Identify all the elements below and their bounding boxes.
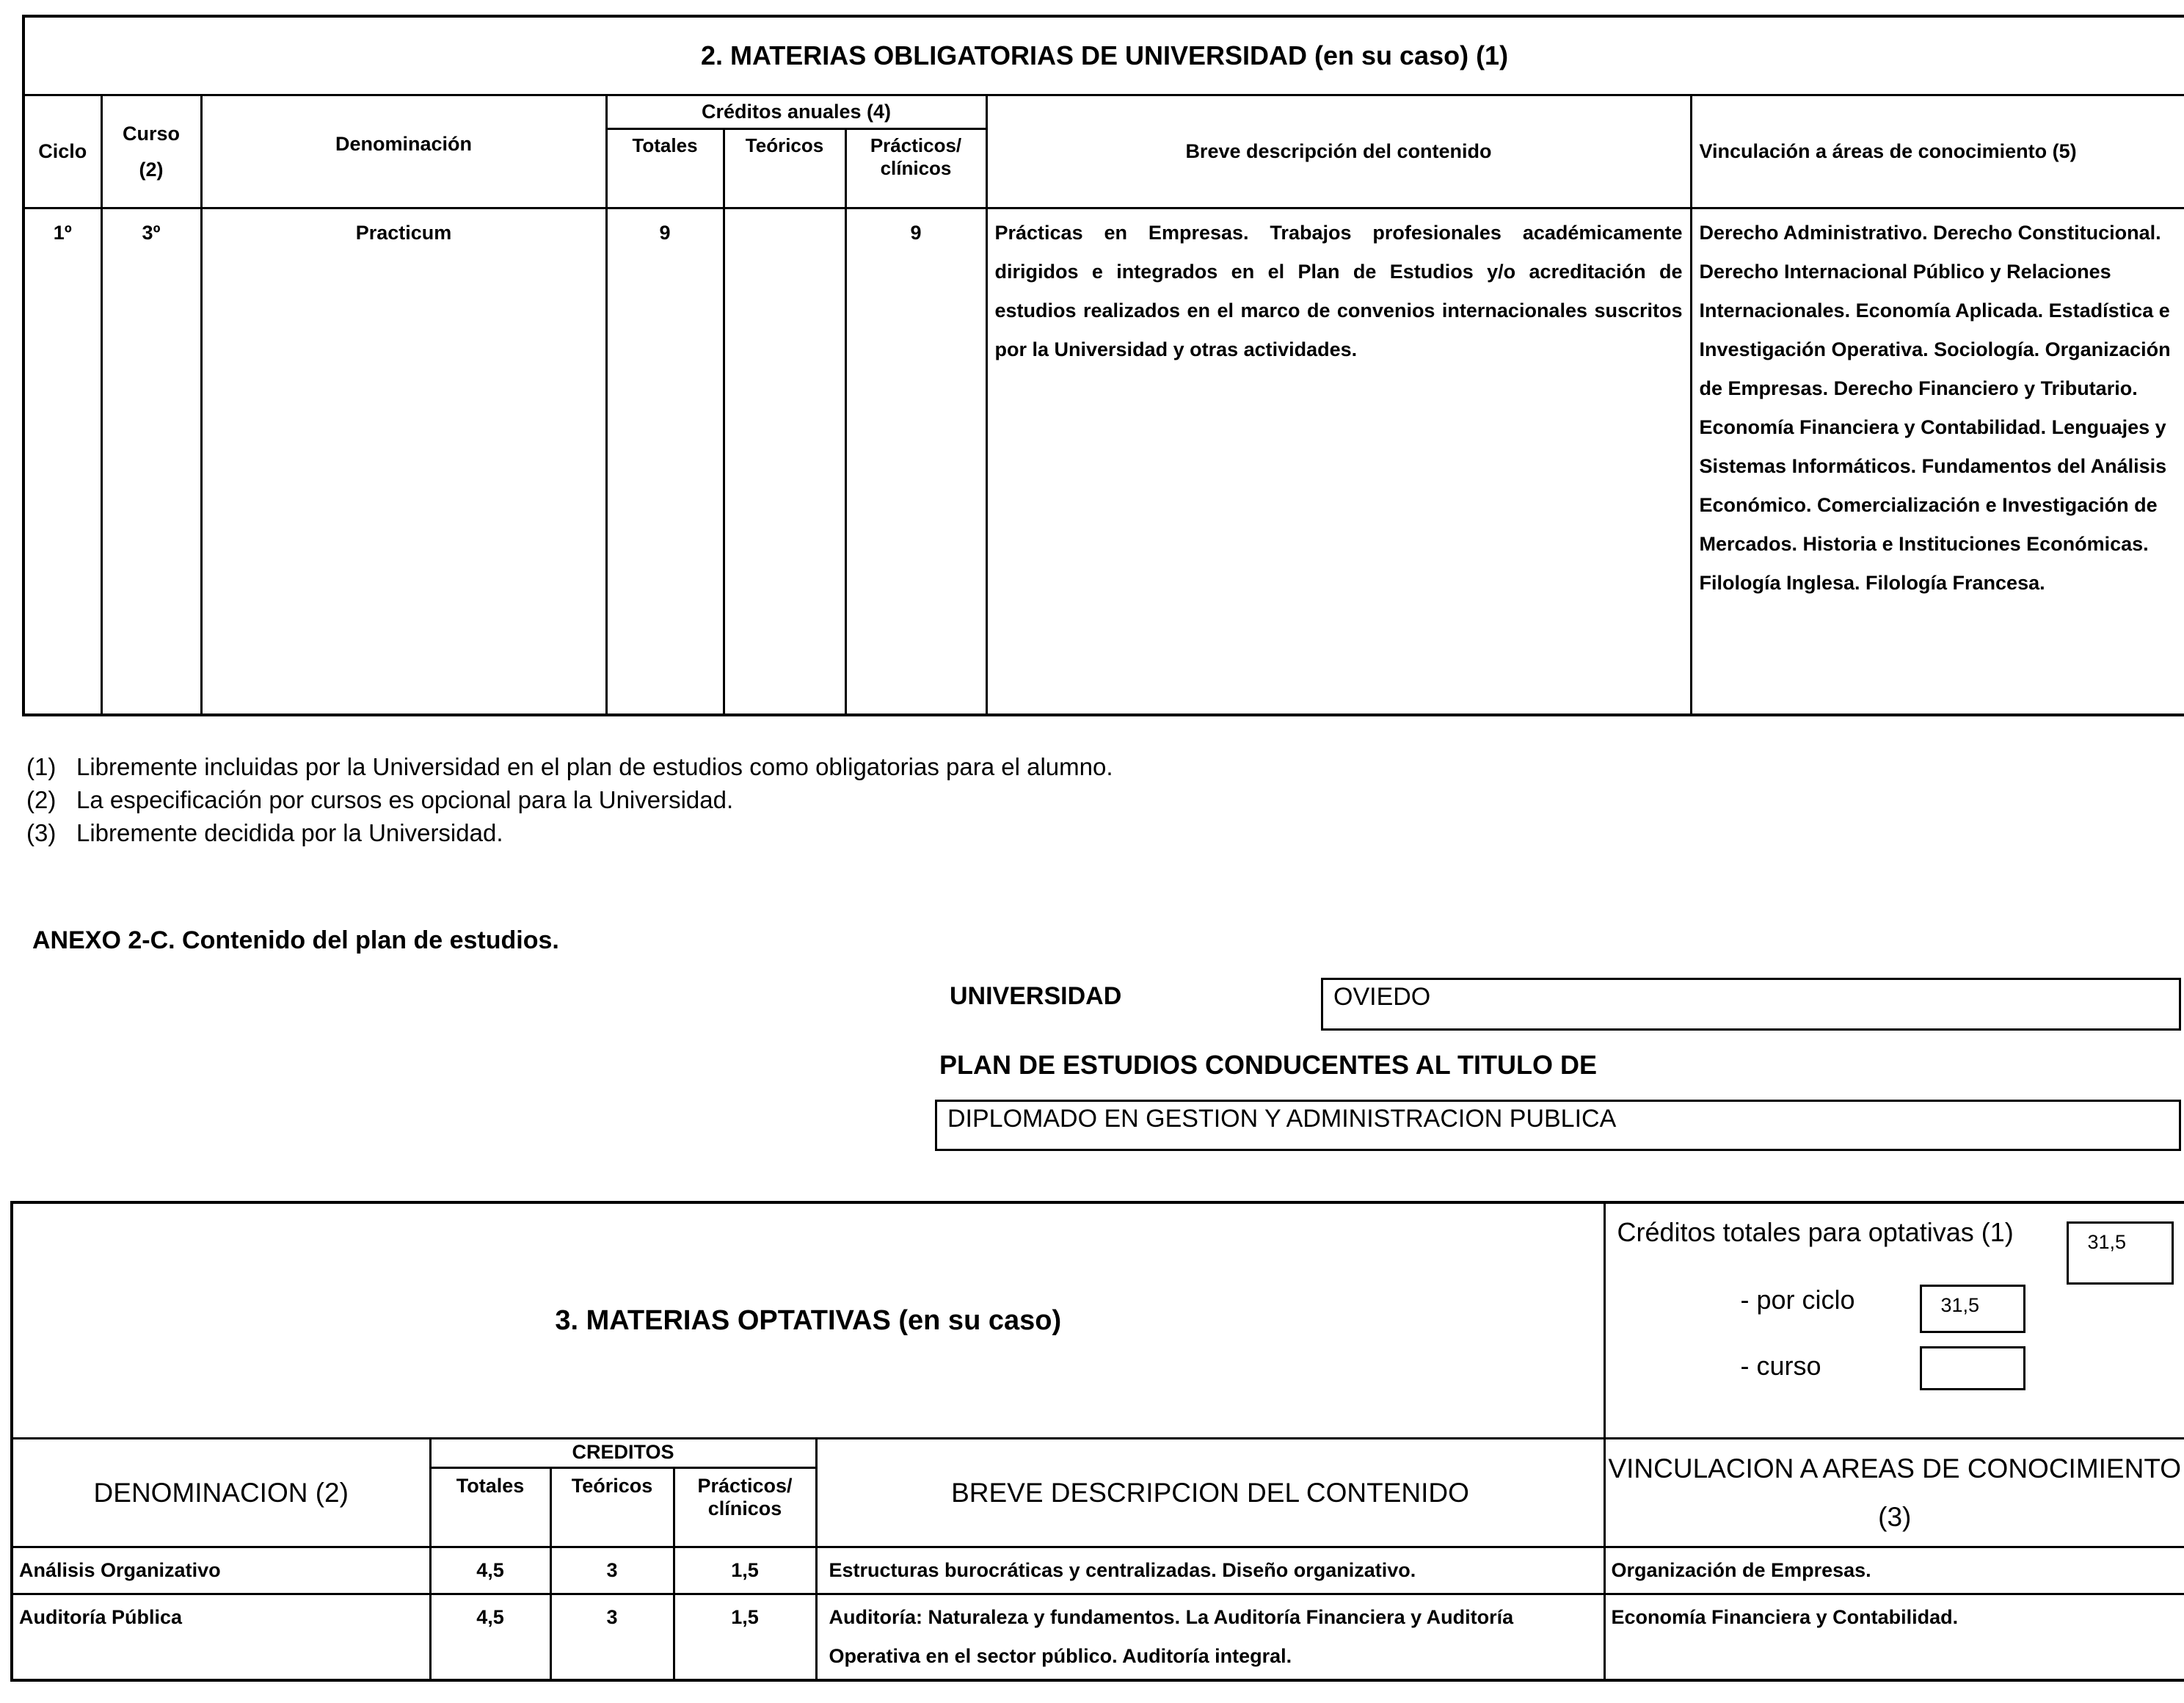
- row-denominacion: Practicum: [201, 208, 606, 715]
- row-denominacion: Auditoría Pública: [12, 1594, 430, 1681]
- por-ciclo-label: - por ciclo: [1740, 1285, 1855, 1315]
- row-denominacion: Análisis Organizativo: [12, 1547, 430, 1594]
- row-descripcion: Prácticas en Empresas. Trabajos profesionales académicamente dirigidos e integrados en el Plan de Estudios y/o acreditación de estudios realizados en el marco de convenios internacionales suscritos por la Universidad y otras actividades.: [986, 208, 1691, 715]
- row-ciclo: 1º: [23, 208, 101, 715]
- row-totales: 4,5: [430, 1547, 550, 1594]
- header-curso-note: (2): [139, 158, 164, 181]
- header-totales: Totales: [430, 1468, 550, 1547]
- row-practicos: 1,5: [674, 1547, 816, 1594]
- footnote-number: (1): [26, 753, 57, 780]
- row-teoricos: 3: [550, 1594, 674, 1681]
- row-teoricos: 3: [550, 1547, 674, 1594]
- creditos-totales-label: Créditos totales para optativas (1): [1617, 1217, 2014, 1247]
- header-descripcion: BREVE DESCRIPCION DEL CONTENIDO: [816, 1439, 1604, 1547]
- footnotes: [26, 750, 1113, 849]
- header-curso-label: Curso: [122, 122, 180, 145]
- footnote-number: (3): [26, 819, 57, 846]
- header-denominacion: DENOMINACION (2): [12, 1439, 430, 1547]
- row-vinculacion: Derecho Administrativo. Derecho Constitucional. Derecho Internacional Público y Relaciones Internacionales. Economía Aplicada. Estadística e Investigación Operativa. Sociología. Organización de Empresas. Derecho Financiero y Tributario. Economía Financiera y Contabilidad. Lenguajes y Sistemas Informáticos. Fundamentos del Análisis Económico. Comercialización e Investigación de Mercados. Historia e Instituciones Económicas. Filología Inglesa. Filología Francesa.: [1691, 208, 2184, 715]
- row-practicos: 9: [845, 208, 986, 715]
- row-practicos: 1,5: [674, 1594, 816, 1681]
- header-denominacion: Denominación: [201, 95, 606, 208]
- footnote: [26, 783, 1113, 816]
- header-vinculacion: Vinculación a áreas de conocimiento (5): [1691, 95, 2184, 208]
- table-row: [12, 1547, 2184, 1594]
- row-vinculacion: Economía Financiera y Contabilidad.: [1604, 1594, 2184, 1681]
- header-teoricos: Teóricos: [724, 129, 845, 208]
- header-teoricos: Teóricos: [550, 1468, 674, 1547]
- footnote: [26, 816, 1113, 849]
- table-row: [12, 1594, 2184, 1681]
- header-ciclo: Ciclo: [23, 95, 101, 208]
- header-totales: Totales: [606, 129, 724, 208]
- footnote-number: (2): [26, 786, 57, 813]
- footnote-text: Libremente incluidas por la Universidad en el plan de estudios como obligatorias para el alumno.: [76, 753, 1113, 780]
- header-curso: [101, 95, 201, 208]
- row-descripcion: Auditoría: Naturaleza y fundamentos. La Auditoría Financiera y Auditoría Operativa en el sector público. Auditoría integral.: [816, 1594, 1604, 1681]
- row-curso: 3º: [101, 208, 201, 715]
- row-vinculacion: Organización de Empresas.: [1604, 1547, 2184, 1594]
- footnote-text: La especificación por cursos es opcional para la Universidad.: [76, 786, 734, 813]
- header-creditos-anuales: Créditos anuales (4): [606, 95, 986, 129]
- obligatorias-title: 2. MATERIAS OBLIGATORIAS DE UNIVERSIDAD (en su caso) (1): [23, 16, 2184, 95]
- plan-value: DIPLOMADO EN GESTION Y ADMINISTRACION PUBLICA: [935, 1100, 2181, 1151]
- optativas-title: 3. MATERIAS OPTATIVAS (en su caso): [12, 1202, 1604, 1439]
- header-practicos: Prácticos/ clínicos: [674, 1468, 816, 1547]
- curso-label: - curso: [1740, 1351, 1821, 1381]
- annex-title: ANEXO 2-C. Contenido del plan de estudios.: [32, 926, 559, 954]
- header-vinculacion: VINCULACION A AREAS DE CONOCIMIENTO (3): [1604, 1439, 2184, 1547]
- row-descripcion: Estructuras burocráticas y centralizadas. Diseño organizativo.: [816, 1547, 1604, 1594]
- row-totales: 9: [606, 208, 724, 715]
- row-teoricos: [724, 208, 845, 715]
- header-practicos: Prácticos/ clínicos: [845, 129, 986, 208]
- footnote-text: Libremente decidida por la Universidad.: [76, 819, 503, 846]
- por-ciclo-value: 31,5: [1920, 1285, 2025, 1333]
- universidad-value: OVIEDO: [1321, 978, 2181, 1031]
- creditos-totales-panel: [1604, 1202, 2184, 1439]
- plan-label: PLAN DE ESTUDIOS CONDUCENTES AL TITULO DE: [939, 1050, 1598, 1080]
- footnote: [26, 750, 1113, 783]
- header-descripcion: Breve descripción del contenido: [986, 95, 1691, 208]
- obligatorias-table: [22, 15, 2184, 716]
- optativas-table: [10, 1201, 2184, 1682]
- row-totales: 4,5: [430, 1594, 550, 1681]
- universidad-label: UNIVERSIDAD: [950, 982, 1122, 1010]
- curso-value: [1920, 1346, 2025, 1390]
- header-creditos: CREDITOS: [430, 1439, 816, 1468]
- creditos-totales-value: 31,5: [2067, 1221, 2174, 1285]
